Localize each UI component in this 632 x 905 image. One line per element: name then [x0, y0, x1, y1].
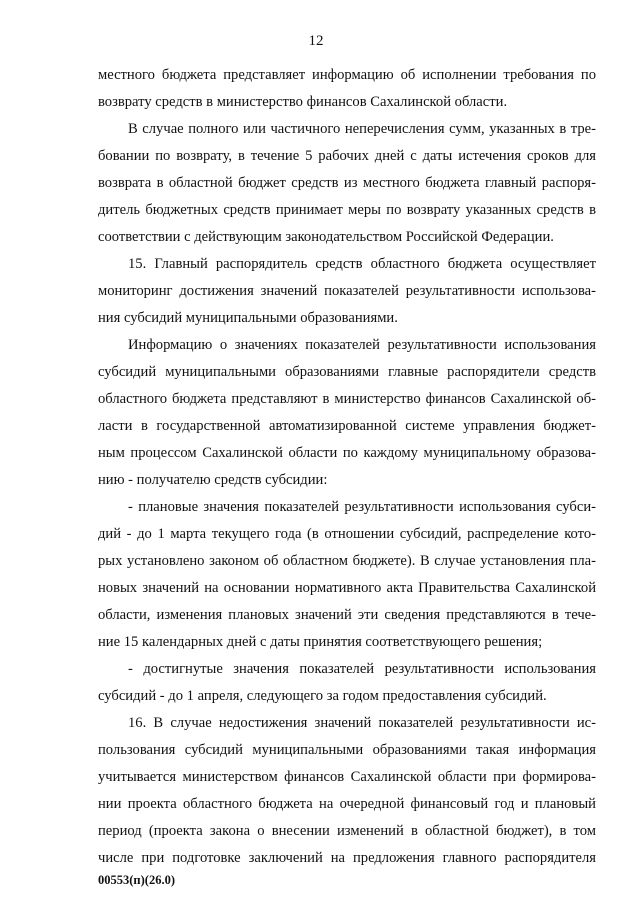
- text-line: ласти в государственной автоматизированной системе управления бюджет-: [98, 418, 596, 434]
- text-line: ние 15 календарных дней с даты принятия соответствующего решения;: [98, 634, 543, 650]
- text-line: новых значений на основании нормативного акта Правительства Сахалинской: [98, 580, 596, 596]
- text-line: мониторинг достижения значений показателей результативности использова-: [98, 283, 596, 299]
- text-line: соответствии с действующим законодательством Российской Федерации.: [98, 229, 554, 245]
- text-line: нию - получателю средств субсидии:: [98, 472, 328, 488]
- document-code: 00553(п)(26.0): [98, 873, 175, 887]
- text-line: В случае полного или частичного неперечисления сумм, указанных в тре-: [128, 121, 596, 137]
- text-line: рых установлено законом об областном бюджете). В случае установления пла-: [98, 553, 596, 569]
- text-line: возврату средств в министерство финансов Сахалинской области.: [98, 94, 508, 110]
- text-line: субсидий - до 1 апреля, следующего за годом предоставления субсидий.: [98, 688, 547, 704]
- text-line: дий - до 1 марта текущего года (в отношении субсидий, распределение кото-: [98, 526, 596, 542]
- text-line: области, изменения плановых значений эти сведения представляются в тече-: [98, 607, 596, 623]
- text-line: учитывается министерством финансов Сахалинской области при формирова-: [98, 769, 596, 785]
- text-line: ния субсидий муниципальными образованиями.: [98, 310, 398, 326]
- text-line: областного бюджета представляют в министерство финансов Сахалинской об-: [98, 391, 596, 407]
- text-line: - достигнутые значения показателей результативности использования: [128, 661, 596, 677]
- text-line: дитель бюджетных средств принимает меры по возврату указанных средств в: [98, 202, 596, 218]
- text-line: субсидий муниципальными образованиями главные распорядители средств: [98, 364, 596, 380]
- page-number: 12: [308, 33, 324, 49]
- text-line: период (проекта закона о внесении изменений в областной бюджет), в том: [98, 823, 596, 839]
- text-line: возврата в областной бюджет средств из местного бюджета главный распоря-: [98, 175, 596, 191]
- text-line: 15. Главный распорядитель средств областного бюджета осуществляет: [128, 256, 596, 272]
- text-line: местного бюджета представляет информацию об исполнении требования по: [98, 67, 596, 83]
- text-line: нии проекта областного бюджета на очередной финансовый год и плановый: [98, 796, 596, 812]
- text-line: бовании по возврату, в течение 5 рабочих дней с даты истечения сроков для: [98, 148, 596, 164]
- text-line: Информацию о значениях показателей результативности использования: [128, 337, 596, 353]
- text-line: - плановые значения показателей результативности использования субси-: [128, 499, 596, 515]
- text-line: числе при подготовке заключений на предложения главного распорядителя: [98, 850, 596, 866]
- text-line: ным процессом Сахалинской области по каждому муниципальному образова-: [98, 445, 596, 461]
- text-line: 16. В случае недостижения значений показателей результативности ис-: [128, 715, 596, 731]
- text-line: пользования субсидий муниципальными образованиями такая информация: [98, 742, 596, 758]
